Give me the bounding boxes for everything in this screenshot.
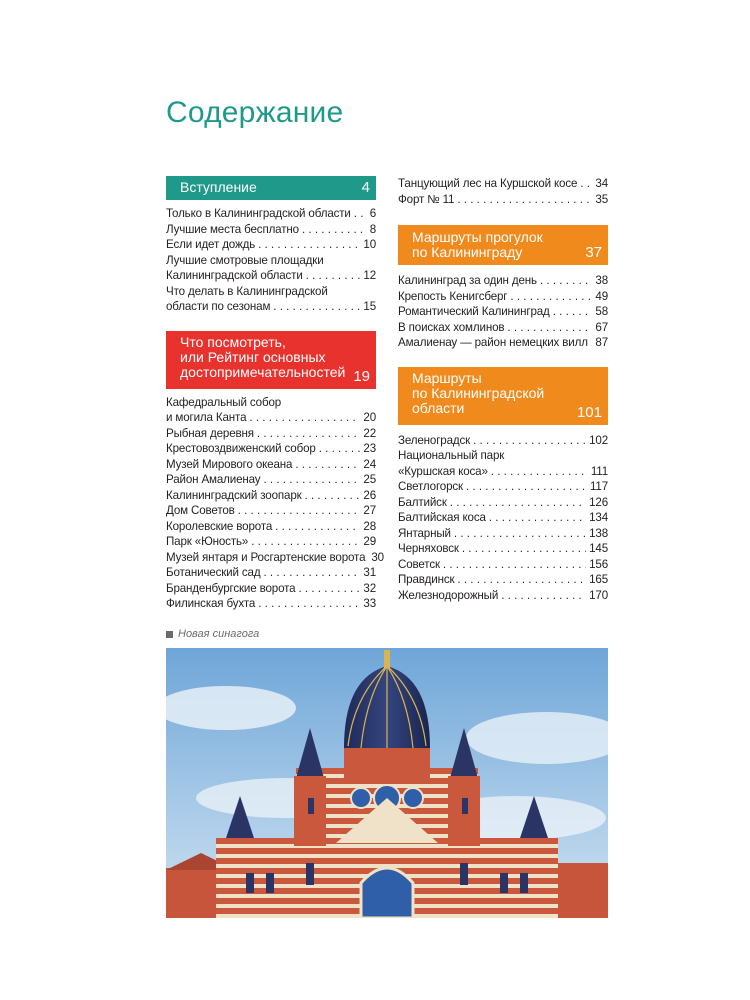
toc-entry[interactable]: Калининградский зоопарк . . . 26 [166,488,376,504]
toc-entry[interactable]: Если идет дождь . . . 10 [166,237,376,253]
section-title-line: области [412,399,465,416]
caption-text: Новая синагога [178,628,260,640]
section-entries-sights [166,395,384,612]
section-title-line: Что посмотреть, [180,333,286,350]
caption-square-icon [166,631,173,638]
toc-entry[interactable]: Танцующий лес на Куршской косе . . . 34 [398,176,608,192]
toc-entry[interactable]: Романтический Калининград . . . 58 [398,304,608,320]
toc-entry[interactable]: Дом Советов . . . 27 [166,503,376,519]
toc-entry[interactable]: области по сезонам . . . 15 [166,299,376,315]
photo-caption [166,628,259,640]
section-entries-region [398,433,608,604]
toc-entry[interactable]: Зеленоградск . . . 102 [398,433,608,449]
toc-entry[interactable]: Только в Калининградской области . . . 6 [166,206,376,222]
toc-entry[interactable]: «Куршская коса» . . . 111 [398,464,608,480]
section-title-line: или Рейтинг основных [180,348,326,365]
section-page: 101 [576,403,602,421]
toc-entry[interactable]: Амалиенау — район немецких вилл . . . 87 [398,335,608,351]
toc-entry[interactable]: В поисках хомлинов . . . 67 [398,320,608,336]
toc-entry[interactable]: Янтарный . . . 138 [398,526,608,542]
toc-entry[interactable]: Калининградской области . . . 12 [166,268,376,284]
toc-entry[interactable]: Правдинск . . . 165 [398,572,608,588]
toc-entry[interactable]: Советск . . . 156 [398,557,608,573]
section-title: Вступление [180,179,257,195]
toc-entry[interactable]: Форт № 11 . . . 35 [398,192,608,208]
section-entries-intro [166,206,376,315]
section-page: 4 [361,179,370,196]
toc-entry[interactable]: Музей янтаря и Росгартенские ворота 30 [166,550,384,564]
section-entries-sights-continued [398,176,608,207]
toc-entry[interactable]: Балтийск . . . 126 [398,495,608,511]
toc-entry[interactable]: Светлогорск . . . 117 [398,479,608,495]
synagogue-photo [166,648,608,918]
section-header-region[interactable] [398,367,608,425]
section-header-sights[interactable] [166,331,376,389]
toc-entry[interactable]: Калининград за один день . . . 38 [398,273,608,289]
toc-entry-line1[interactable]: Национальный парк [398,449,505,462]
section-header-walks[interactable] [398,225,608,265]
section-title-line: по Калининграду [412,244,523,260]
toc-entry[interactable]: Район Амалиенау . . . 25 [166,472,376,488]
toc-entry-line1[interactable]: Кафедральный собор [166,395,282,409]
toc-entry[interactable]: Лучшие места бесплатно . . . 8 [166,222,376,238]
section-page: 19 [353,367,370,385]
toc-entry[interactable]: Парк «Юность» . . . 29 [166,534,376,550]
toc-entry[interactable]: и могила Канта . . . 20 [166,410,376,426]
toc-entry[interactable]: Черняховск . . . 145 [398,541,608,557]
toc-entry[interactable]: Железнодорожный . . . 170 [398,588,608,604]
toc-entry[interactable]: Крестовоздвиженский собор . . . 23 [166,441,376,457]
section-title-line: Маршруты прогулок [412,229,543,245]
section-page: 37 [585,244,602,261]
toc-entry-line1[interactable]: Лучшие смотровые площадки [166,253,324,267]
toc-entry-line1[interactable]: Что делать в Калининградской [166,284,328,298]
section-title-line: по Калининградской [412,384,545,401]
toc-right-column [398,176,608,603]
section-title-line: Маршруты [412,369,482,386]
toc-entry[interactable]: Ботанический сад . . . 31 [166,565,376,581]
toc-entry[interactable]: Балтийская коса . . . 134 [398,510,608,526]
toc-left-column [166,176,384,612]
toc-entry[interactable]: Королевские ворота . . . 28 [166,519,376,535]
page-title: Содержание [166,96,344,129]
toc-entry[interactable]: Рыбная деревня . . . 22 [166,426,376,442]
toc-entry[interactable]: Филинская бухта . . . 33 [166,596,376,612]
section-header-intro[interactable] [166,176,376,200]
toc-entry[interactable]: Крепость Кенигсберг . . . 49 [398,289,608,305]
toc-entry[interactable]: Музей Мирового океана . . . 24 [166,457,376,473]
toc-entry[interactable]: Бранденбургские ворота . . . 32 [166,581,376,597]
section-title-line: достопримечательностей [180,363,346,380]
section-entries-walks [398,273,608,351]
